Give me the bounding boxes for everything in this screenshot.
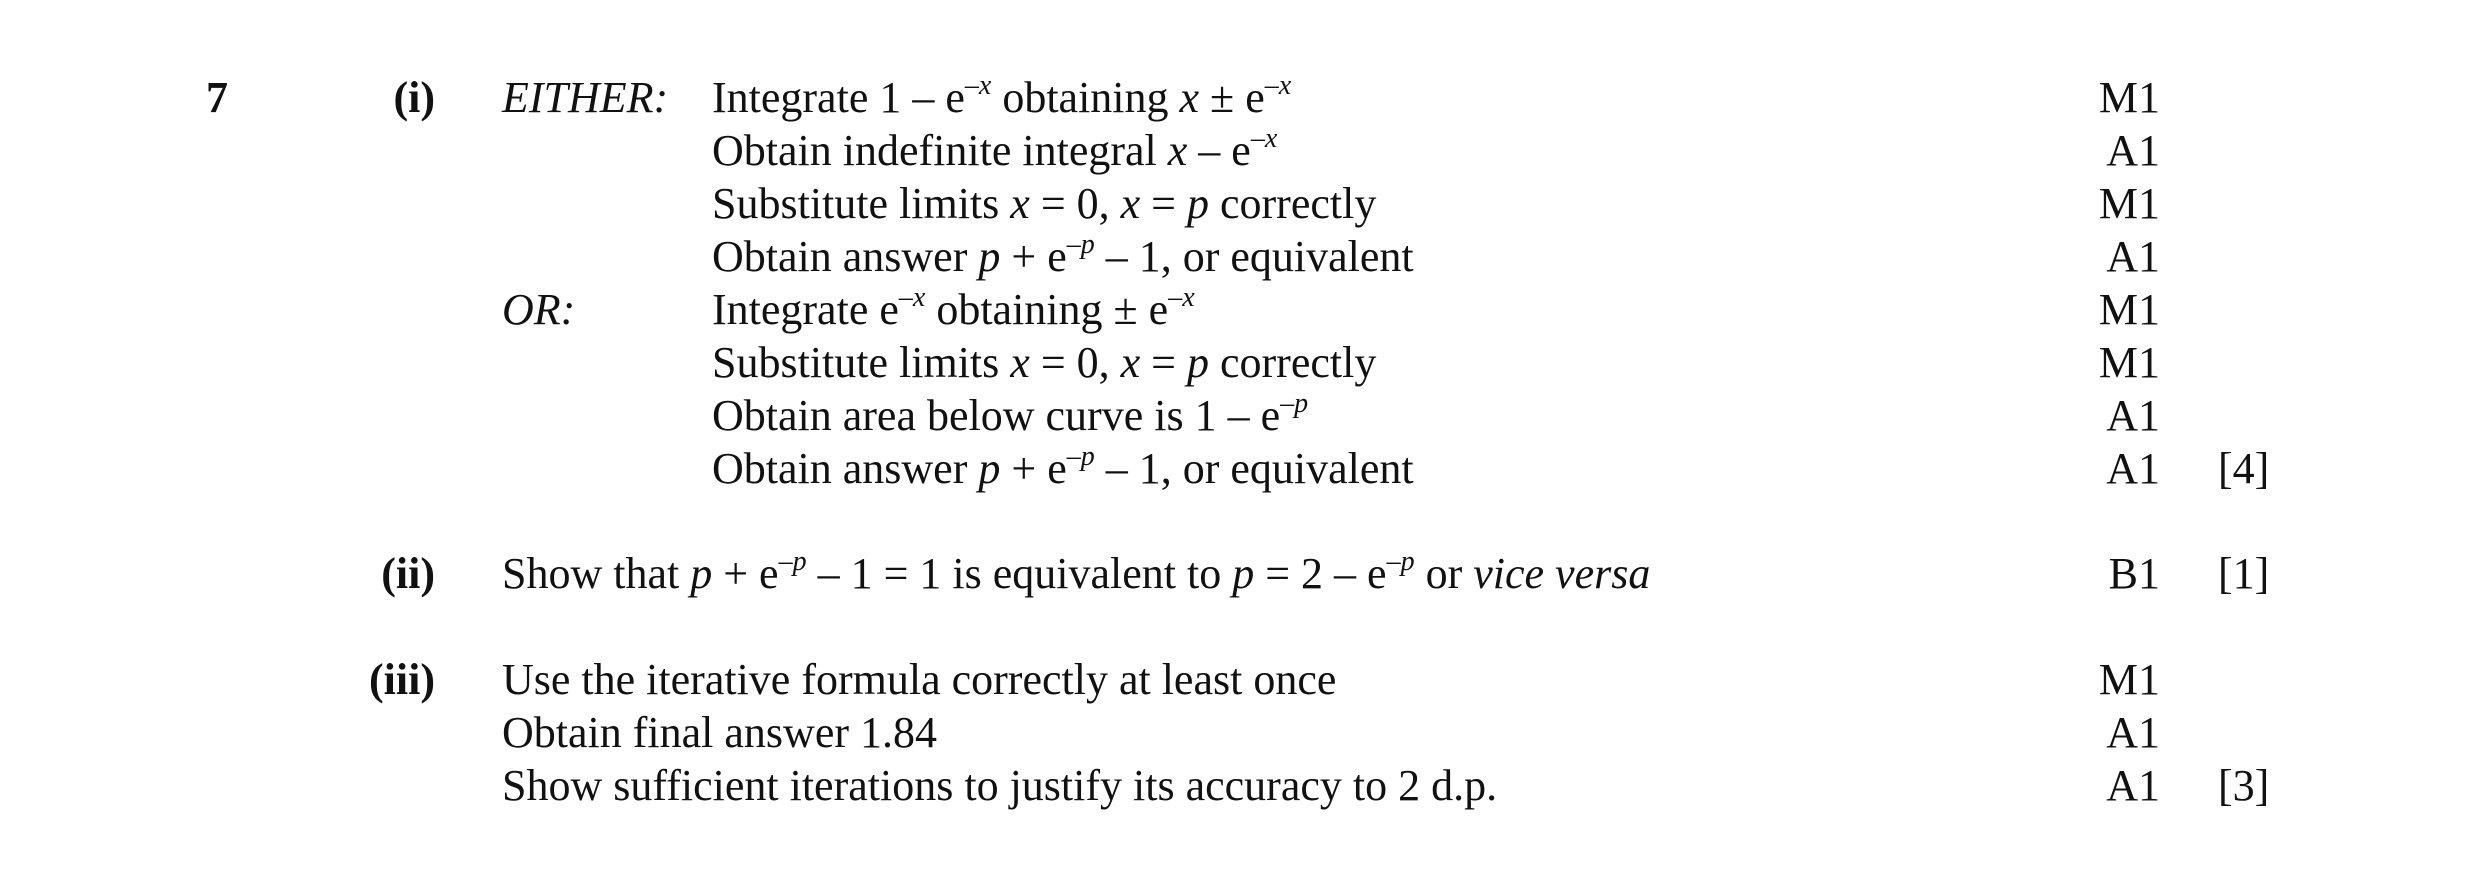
math-symbol: x: [1179, 73, 1200, 122]
text-segment: obtaining: [991, 73, 1180, 122]
text-segment: Integrate 1 – e: [712, 73, 965, 122]
exponent: –x: [1250, 123, 1278, 155]
part-total: [4]: [2218, 444, 2270, 493]
exponent: –p: [778, 546, 807, 578]
mark-code: A1: [2106, 126, 2160, 175]
text-segment: = 0,: [1029, 338, 1121, 387]
exponent: –p: [1066, 441, 1095, 473]
text-segment: Substitute limits: [712, 179, 1011, 228]
mark-code: M1: [2098, 338, 2160, 387]
scheme-line: [712, 125, 1277, 177]
exponent: –x: [964, 70, 992, 102]
text-segment: Obtain answer: [712, 232, 979, 281]
mark-code: A1: [2106, 232, 2160, 281]
text-segment: = 2 – e: [1254, 549, 1387, 598]
text-segment: Obtain answer: [712, 444, 979, 493]
question-number: 7: [206, 73, 228, 122]
text-segment: = 0,: [1029, 179, 1121, 228]
text-segment: + e: [712, 549, 779, 598]
scheme-line: [712, 72, 1291, 124]
mark-code: M1: [2098, 655, 2160, 704]
text-segment: Obtain area below curve is 1 – e: [712, 391, 1281, 440]
math-symbol: p: [1232, 549, 1255, 598]
math-symbol: p: [690, 549, 713, 598]
text-segment: Obtain indefinite integral: [712, 126, 1168, 175]
exponent: –x: [1168, 282, 1195, 314]
text-segment: =: [1140, 179, 1187, 228]
math-symbol: x: [1010, 338, 1030, 387]
text-segment: correctly: [1209, 179, 1377, 228]
scheme-line: [502, 548, 1650, 600]
scheme-line: [712, 178, 1376, 230]
scheme-line: [712, 337, 1376, 389]
math-symbol: x: [1120, 179, 1141, 228]
mark-code: M1: [2098, 285, 2160, 334]
text-segment: + e: [1000, 232, 1067, 281]
exponent: –x: [898, 282, 926, 314]
text-segment: obtaining ± e: [925, 285, 1169, 334]
text-segment: Integrate e: [712, 285, 899, 334]
math-symbol: x: [1167, 126, 1188, 175]
part-total: [1]: [2218, 549, 2270, 598]
scheme-line: [502, 760, 1497, 812]
exponent: –p: [1386, 546, 1415, 578]
text-segment: Show that: [502, 549, 691, 598]
math-symbol: vice versa: [1473, 549, 1651, 598]
text-segment: Obtain final answer 1.84: [502, 708, 937, 757]
mark-code: B1: [2108, 549, 2160, 598]
mark-code: A1: [2106, 708, 2160, 757]
exponent: –p: [1280, 388, 1309, 420]
scheme-line: [712, 231, 1414, 283]
mark-code: M1: [2098, 179, 2160, 228]
math-symbol: p: [978, 444, 1001, 493]
text-segment: Show sufficient iterations to justify its accuracy to 2 d.p.: [502, 761, 1498, 810]
exponent: –x: [1264, 70, 1292, 102]
text-segment: or: [1414, 549, 1474, 598]
mark-code: M1: [2098, 73, 2160, 122]
mark-code: A1: [2106, 761, 2160, 810]
scheme-line: [502, 654, 1336, 706]
scheme-line: [712, 390, 1308, 442]
text-segment: =: [1140, 338, 1187, 387]
text-segment: – 1, or equivalent: [1094, 232, 1414, 281]
part-label-i: (i): [393, 73, 435, 122]
method-label-either: EITHER:: [502, 73, 669, 122]
math-symbol: x: [1120, 338, 1141, 387]
text-segment: correctly: [1209, 338, 1377, 387]
math-symbol: p: [1187, 179, 1209, 228]
math-symbol: x: [1010, 179, 1030, 228]
method-label-or: OR:: [502, 285, 576, 334]
mark-code: A1: [2106, 391, 2160, 440]
text-segment: – 1 = 1 is equivalent to: [806, 549, 1233, 598]
scheme-line: [712, 284, 1195, 336]
text-segment: Substitute limits: [712, 338, 1011, 387]
scheme-line: [712, 443, 1414, 495]
mark-code: A1: [2106, 444, 2160, 493]
math-symbol: p: [978, 232, 1001, 281]
scheme-line: [502, 707, 937, 759]
exponent: –p: [1066, 229, 1095, 261]
text-segment: – e: [1187, 126, 1251, 175]
text-segment: – 1, or equivalent: [1094, 444, 1414, 493]
text-segment: + e: [1000, 444, 1067, 493]
part-total: [3]: [2218, 761, 2270, 810]
math-symbol: p: [1187, 338, 1209, 387]
text-segment: ± e: [1199, 73, 1265, 122]
text-segment: Use the iterative formula correctly at least once: [502, 655, 1337, 704]
part-label-ii: (ii): [381, 549, 435, 598]
part-label-iii: (iii): [369, 655, 435, 704]
